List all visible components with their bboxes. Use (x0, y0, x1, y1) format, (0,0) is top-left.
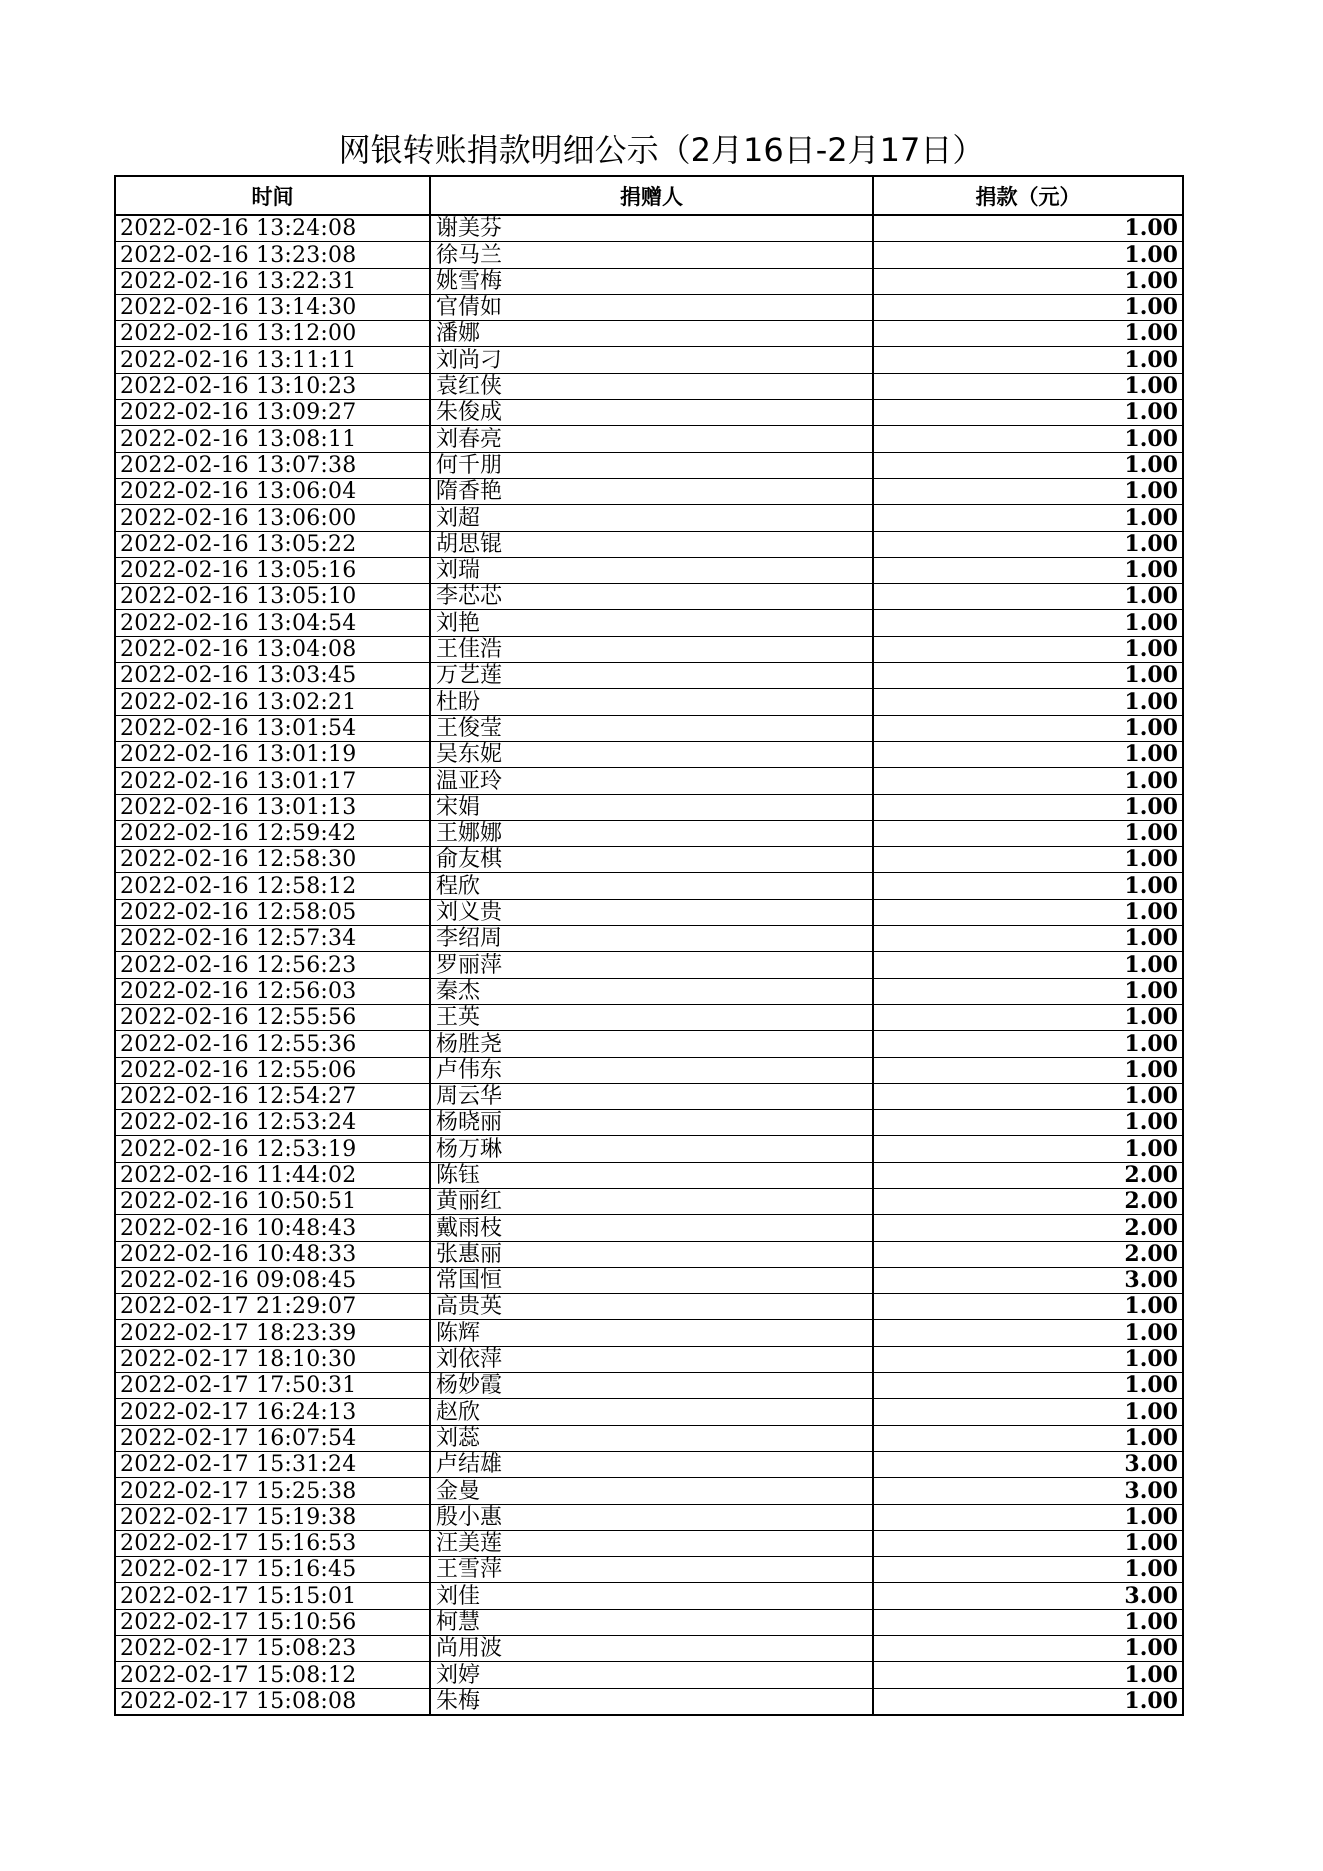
amount-cell: 1.00 (873, 1346, 1183, 1372)
time-cell: 2022-02-16 12:58:30 (115, 847, 430, 873)
donor-cell: 殷小惠 (430, 1504, 873, 1530)
time-cell: 2022-02-16 13:04:08 (115, 636, 430, 662)
amount-cell: 1.00 (873, 636, 1183, 662)
amount-cell: 2.00 (873, 1241, 1183, 1267)
donation-table (114, 175, 1184, 1716)
time-cell: 2022-02-16 13:11:11 (115, 347, 430, 373)
table-row (115, 1346, 1183, 1372)
table-row (115, 452, 1183, 478)
table-row (115, 242, 1183, 268)
donor-cell: 胡思锟 (430, 531, 873, 557)
time-cell: 2022-02-16 13:05:16 (115, 557, 430, 583)
donor-cell: 李芯芯 (430, 584, 873, 610)
amount-cell: 1.00 (873, 452, 1183, 478)
time-cell: 2022-02-16 12:54:27 (115, 1083, 430, 1109)
time-cell: 2022-02-16 13:23:08 (115, 242, 430, 268)
time-cell: 2022-02-16 13:22:31 (115, 268, 430, 294)
donor-cell: 徐马兰 (430, 242, 873, 268)
table-row (115, 1320, 1183, 1346)
table-row (115, 926, 1183, 952)
table-row (115, 952, 1183, 978)
amount-cell: 1.00 (873, 531, 1183, 557)
page-title: 网银转账捐款明细公示（2月16日-2月17日） (338, 131, 985, 169)
time-cell: 2022-02-16 13:05:10 (115, 584, 430, 610)
amount-cell: 3.00 (873, 1478, 1183, 1504)
donor-cell: 刘瑞 (430, 557, 873, 583)
donor-cell: 李绍周 (430, 926, 873, 952)
amount-cell: 3.00 (873, 1267, 1183, 1293)
donor-cell: 赵欣 (430, 1399, 873, 1425)
time-cell: 2022-02-16 12:58:12 (115, 873, 430, 899)
donor-cell: 吴东妮 (430, 741, 873, 767)
amount-cell: 1.00 (873, 873, 1183, 899)
amount-cell: 1.00 (873, 1557, 1183, 1583)
donor-cell: 温亚玲 (430, 768, 873, 794)
time-cell: 2022-02-16 10:50:51 (115, 1188, 430, 1214)
table-row (115, 741, 1183, 767)
time-cell: 2022-02-16 12:56:03 (115, 978, 430, 1004)
table-row (115, 1241, 1183, 1267)
amount-cell: 1.00 (873, 926, 1183, 952)
table-row (115, 347, 1183, 373)
time-cell: 2022-02-17 21:29:07 (115, 1294, 430, 1320)
table-row (115, 768, 1183, 794)
table-row (115, 873, 1183, 899)
time-cell: 2022-02-16 12:55:06 (115, 1057, 430, 1083)
donor-cell: 刘义贵 (430, 899, 873, 925)
table-row (115, 715, 1183, 741)
donor-cell: 刘婷 (430, 1662, 873, 1688)
table-row (115, 689, 1183, 715)
amount-cell: 1.00 (873, 1504, 1183, 1530)
time-cell: 2022-02-16 13:01:54 (115, 715, 430, 741)
table-row (115, 1530, 1183, 1556)
table-row (115, 531, 1183, 557)
donor-cell: 尚用波 (430, 1636, 873, 1662)
amount-cell: 2.00 (873, 1188, 1183, 1214)
donor-cell: 刘依萍 (430, 1346, 873, 1372)
amount-cell: 1.00 (873, 1530, 1183, 1556)
time-cell: 2022-02-16 13:07:38 (115, 452, 430, 478)
donor-cell: 刘佳 (430, 1583, 873, 1609)
time-cell: 2022-02-17 18:10:30 (115, 1346, 430, 1372)
time-cell: 2022-02-16 13:10:23 (115, 373, 430, 399)
amount-cell: 1.00 (873, 978, 1183, 1004)
donor-cell: 刘春亮 (430, 426, 873, 452)
donor-cell: 戴雨枝 (430, 1215, 873, 1241)
time-cell: 2022-02-16 13:06:04 (115, 478, 430, 504)
time-cell: 2022-02-16 13:02:21 (115, 689, 430, 715)
amount-cell: 1.00 (873, 1083, 1183, 1109)
amount-cell: 1.00 (873, 426, 1183, 452)
amount-cell: 1.00 (873, 1136, 1183, 1162)
time-cell: 2022-02-16 13:01:13 (115, 794, 430, 820)
time-cell: 2022-02-17 15:10:56 (115, 1609, 430, 1635)
table-row (115, 847, 1183, 873)
amount-cell: 1.00 (873, 1425, 1183, 1451)
table-row (115, 478, 1183, 504)
amount-cell: 1.00 (873, 1004, 1183, 1030)
donor-cell: 程欣 (430, 873, 873, 899)
donor-cell: 陈辉 (430, 1320, 873, 1346)
donor-cell: 杨万琳 (430, 1136, 873, 1162)
time-cell: 2022-02-16 13:03:45 (115, 663, 430, 689)
column-header-amount: 捐款（元） (873, 176, 1183, 215)
table-row (115, 663, 1183, 689)
donor-cell: 俞友棋 (430, 847, 873, 873)
amount-cell: 1.00 (873, 1609, 1183, 1635)
table-row (115, 1083, 1183, 1109)
amount-cell: 1.00 (873, 1636, 1183, 1662)
donor-cell: 谢美芬 (430, 215, 873, 242)
donor-cell: 杨妙霞 (430, 1373, 873, 1399)
amount-cell: 1.00 (873, 1373, 1183, 1399)
amount-cell: 1.00 (873, 557, 1183, 583)
table-row (115, 1399, 1183, 1425)
donor-cell: 金曼 (430, 1478, 873, 1504)
table-row (115, 268, 1183, 294)
time-cell: 2022-02-16 13:24:08 (115, 215, 430, 242)
table-row (115, 373, 1183, 399)
donor-cell: 陈钰 (430, 1162, 873, 1188)
table-row (115, 1136, 1183, 1162)
time-cell: 2022-02-16 13:05:22 (115, 531, 430, 557)
table-row (115, 1609, 1183, 1635)
time-cell: 2022-02-16 12:58:05 (115, 899, 430, 925)
amount-cell: 1.00 (873, 768, 1183, 794)
amount-cell: 1.00 (873, 1688, 1183, 1715)
donor-cell: 王佳浩 (430, 636, 873, 662)
table-row (115, 794, 1183, 820)
column-header-time: 时间 (115, 176, 430, 215)
donor-cell: 杜盼 (430, 689, 873, 715)
amount-cell: 1.00 (873, 741, 1183, 767)
amount-cell: 1.00 (873, 242, 1183, 268)
time-cell: 2022-02-17 16:24:13 (115, 1399, 430, 1425)
table-row (115, 294, 1183, 320)
time-cell: 2022-02-16 13:08:11 (115, 426, 430, 452)
time-cell: 2022-02-16 10:48:33 (115, 1241, 430, 1267)
donor-cell: 潘娜 (430, 321, 873, 347)
donor-cell: 刘蕊 (430, 1425, 873, 1451)
amount-cell: 1.00 (873, 584, 1183, 610)
amount-cell: 1.00 (873, 847, 1183, 873)
donor-cell: 王雪萍 (430, 1557, 873, 1583)
table-row (115, 1188, 1183, 1214)
time-cell: 2022-02-17 15:31:24 (115, 1451, 430, 1477)
time-cell: 2022-02-17 15:16:45 (115, 1557, 430, 1583)
time-cell: 2022-02-16 12:57:34 (115, 926, 430, 952)
table-row (115, 1451, 1183, 1477)
donor-cell: 王英 (430, 1004, 873, 1030)
table-row (115, 1478, 1183, 1504)
donor-cell: 朱俊成 (430, 400, 873, 426)
donor-cell: 高贵英 (430, 1294, 873, 1320)
table-row (115, 584, 1183, 610)
amount-cell: 1.00 (873, 715, 1183, 741)
time-cell: 2022-02-16 13:14:30 (115, 294, 430, 320)
amount-cell: 1.00 (873, 268, 1183, 294)
donor-cell: 姚雪梅 (430, 268, 873, 294)
amount-cell: 1.00 (873, 820, 1183, 846)
amount-cell: 1.00 (873, 1399, 1183, 1425)
time-cell: 2022-02-17 15:16:53 (115, 1530, 430, 1556)
time-cell: 2022-02-16 13:06:00 (115, 505, 430, 531)
time-cell: 2022-02-16 12:53:24 (115, 1110, 430, 1136)
table-row (115, 1688, 1183, 1715)
amount-cell: 1.00 (873, 505, 1183, 531)
column-header-donor: 捐赠人 (430, 176, 873, 215)
amount-cell: 1.00 (873, 478, 1183, 504)
donor-cell: 周云华 (430, 1083, 873, 1109)
amount-cell: 3.00 (873, 1583, 1183, 1609)
amount-cell: 1.00 (873, 689, 1183, 715)
time-cell: 2022-02-16 12:56:23 (115, 952, 430, 978)
table-row (115, 1662, 1183, 1688)
time-cell: 2022-02-16 13:04:54 (115, 610, 430, 636)
donor-cell: 朱梅 (430, 1688, 873, 1715)
table-row (115, 215, 1183, 242)
amount-cell: 1.00 (873, 347, 1183, 373)
amount-cell: 1.00 (873, 400, 1183, 426)
donor-cell: 王俊莹 (430, 715, 873, 741)
table-row (115, 820, 1183, 846)
time-cell: 2022-02-17 15:08:23 (115, 1636, 430, 1662)
table-row (115, 1583, 1183, 1609)
donor-cell: 官倩如 (430, 294, 873, 320)
table-row (115, 1636, 1183, 1662)
amount-cell: 1.00 (873, 1662, 1183, 1688)
table-body (115, 215, 1183, 1715)
table-row (115, 1215, 1183, 1241)
table-row (115, 1267, 1183, 1293)
amount-cell: 1.00 (873, 663, 1183, 689)
amount-cell: 1.00 (873, 321, 1183, 347)
donor-cell: 张惠丽 (430, 1241, 873, 1267)
table-row (115, 1004, 1183, 1030)
amount-cell: 1.00 (873, 1294, 1183, 1320)
table-row (115, 978, 1183, 1004)
table-row (115, 1373, 1183, 1399)
donor-cell: 袁红侠 (430, 373, 873, 399)
table-row (115, 636, 1183, 662)
donor-cell: 隋香艳 (430, 478, 873, 504)
table-row (115, 505, 1183, 531)
donor-cell: 杨晓丽 (430, 1110, 873, 1136)
time-cell: 2022-02-17 15:08:08 (115, 1688, 430, 1715)
donor-cell: 王娜娜 (430, 820, 873, 846)
time-cell: 2022-02-16 12:59:42 (115, 820, 430, 846)
time-cell: 2022-02-16 12:53:19 (115, 1136, 430, 1162)
donor-cell: 卢结雄 (430, 1451, 873, 1477)
table-row (115, 1557, 1183, 1583)
table-row (115, 1294, 1183, 1320)
time-cell: 2022-02-17 15:15:01 (115, 1583, 430, 1609)
donor-cell: 卢伟东 (430, 1057, 873, 1083)
donor-cell: 刘尚刁 (430, 347, 873, 373)
table-row (115, 1504, 1183, 1530)
donor-cell: 黄丽红 (430, 1188, 873, 1214)
table-row (115, 610, 1183, 636)
amount-cell: 1.00 (873, 373, 1183, 399)
amount-cell: 1.00 (873, 1031, 1183, 1057)
table-header-row (115, 176, 1183, 215)
amount-cell: 1.00 (873, 794, 1183, 820)
donor-cell: 何千朋 (430, 452, 873, 478)
donor-cell: 刘艳 (430, 610, 873, 636)
time-cell: 2022-02-16 11:44:02 (115, 1162, 430, 1188)
table-row (115, 1110, 1183, 1136)
amount-cell: 3.00 (873, 1451, 1183, 1477)
amount-cell: 2.00 (873, 1215, 1183, 1241)
amount-cell: 1.00 (873, 610, 1183, 636)
amount-cell: 1.00 (873, 1057, 1183, 1083)
amount-cell: 2.00 (873, 1162, 1183, 1188)
table-row (115, 1425, 1183, 1451)
time-cell: 2022-02-16 13:12:00 (115, 321, 430, 347)
time-cell: 2022-02-17 16:07:54 (115, 1425, 430, 1451)
donor-cell: 宋娟 (430, 794, 873, 820)
amount-cell: 1.00 (873, 294, 1183, 320)
donor-cell: 杨胜尧 (430, 1031, 873, 1057)
amount-cell: 1.00 (873, 899, 1183, 925)
donor-cell: 常国恒 (430, 1267, 873, 1293)
donor-cell: 万艺莲 (430, 663, 873, 689)
time-cell: 2022-02-16 13:01:17 (115, 768, 430, 794)
time-cell: 2022-02-16 12:55:36 (115, 1031, 430, 1057)
time-cell: 2022-02-16 13:01:19 (115, 741, 430, 767)
donor-cell: 汪美莲 (430, 1530, 873, 1556)
table-row (115, 400, 1183, 426)
amount-cell: 1.00 (873, 952, 1183, 978)
table-row (115, 899, 1183, 925)
table-row (115, 1162, 1183, 1188)
time-cell: 2022-02-16 09:08:45 (115, 1267, 430, 1293)
amount-cell: 1.00 (873, 1320, 1183, 1346)
table-row (115, 557, 1183, 583)
time-cell: 2022-02-16 13:09:27 (115, 400, 430, 426)
time-cell: 2022-02-17 15:25:38 (115, 1478, 430, 1504)
time-cell: 2022-02-17 17:50:31 (115, 1373, 430, 1399)
donor-cell: 柯慧 (430, 1609, 873, 1635)
donor-cell: 罗丽萍 (430, 952, 873, 978)
table-row (115, 1031, 1183, 1057)
table-row (115, 426, 1183, 452)
donor-cell: 秦杰 (430, 978, 873, 1004)
time-cell: 2022-02-17 18:23:39 (115, 1320, 430, 1346)
donor-cell: 刘超 (430, 505, 873, 531)
time-cell: 2022-02-16 10:48:43 (115, 1215, 430, 1241)
table-row (115, 1057, 1183, 1083)
amount-cell: 1.00 (873, 1110, 1183, 1136)
time-cell: 2022-02-17 15:08:12 (115, 1662, 430, 1688)
amount-cell: 1.00 (873, 215, 1183, 242)
time-cell: 2022-02-17 15:19:38 (115, 1504, 430, 1530)
time-cell: 2022-02-16 12:55:56 (115, 1004, 430, 1030)
table-row (115, 321, 1183, 347)
